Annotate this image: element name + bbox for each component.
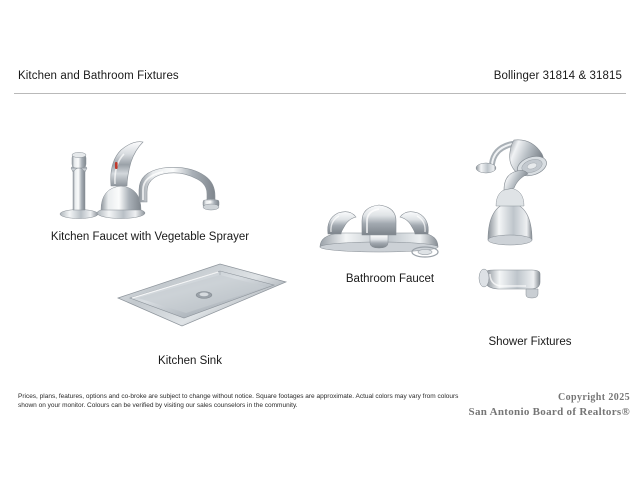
- kitchen-sink-image: [108, 258, 293, 338]
- faucet-spout: [139, 167, 219, 210]
- bathroom-faucet-image: [310, 185, 455, 265]
- kitchen-sink-illustration: [108, 258, 293, 338]
- header-plan-label: Bollinger 31814 & 31815: [493, 70, 622, 82]
- legal-disclaimer: Prices, plans, features, options and co-broke are subject to change without notice. Square footages are approximate. Actual colors may vary from colours shown on your monitor. Colours can be verified by visiting our sales counselors in the community.: [18, 393, 459, 410]
- kitchen-faucet-image: [55, 110, 245, 225]
- hot-indicator: [115, 162, 118, 169]
- bathroom-faucet-illustration: [310, 185, 455, 265]
- kitchen-faucet-caption: Kitchen Faucet with Vegetable Sprayer: [50, 231, 250, 243]
- tub-spout: [479, 269, 540, 298]
- copyright-watermark: [469, 392, 630, 418]
- faucet-handle-right: [400, 212, 428, 234]
- kitchen-sink-caption: Kitchen Sink: [158, 355, 222, 367]
- header-divider: [14, 93, 626, 94]
- shower-valve-trim: [488, 170, 532, 245]
- bathroom-faucet-caption: Bathroom Faucet: [345, 273, 435, 285]
- shower-fixtures-illustration: [470, 132, 585, 317]
- vegetable-sprayer: [60, 152, 98, 218]
- watermark-line-1: Copyright 2025: [558, 392, 630, 403]
- watermark-line-2: San Antonio Board of Realtors®: [468, 406, 630, 418]
- page-title: Kitchen and Bathroom Fixtures: [18, 70, 179, 82]
- page-header: [0, 62, 640, 94]
- faucet-base: [97, 186, 145, 219]
- shower-fixtures-image: [470, 132, 585, 317]
- kitchen-faucet-illustration: [55, 110, 245, 225]
- shower-fixtures-caption: Shower Fixtures: [488, 336, 572, 348]
- faucet-lever-handle: [111, 142, 143, 186]
- faucet-handle-left: [328, 212, 356, 234]
